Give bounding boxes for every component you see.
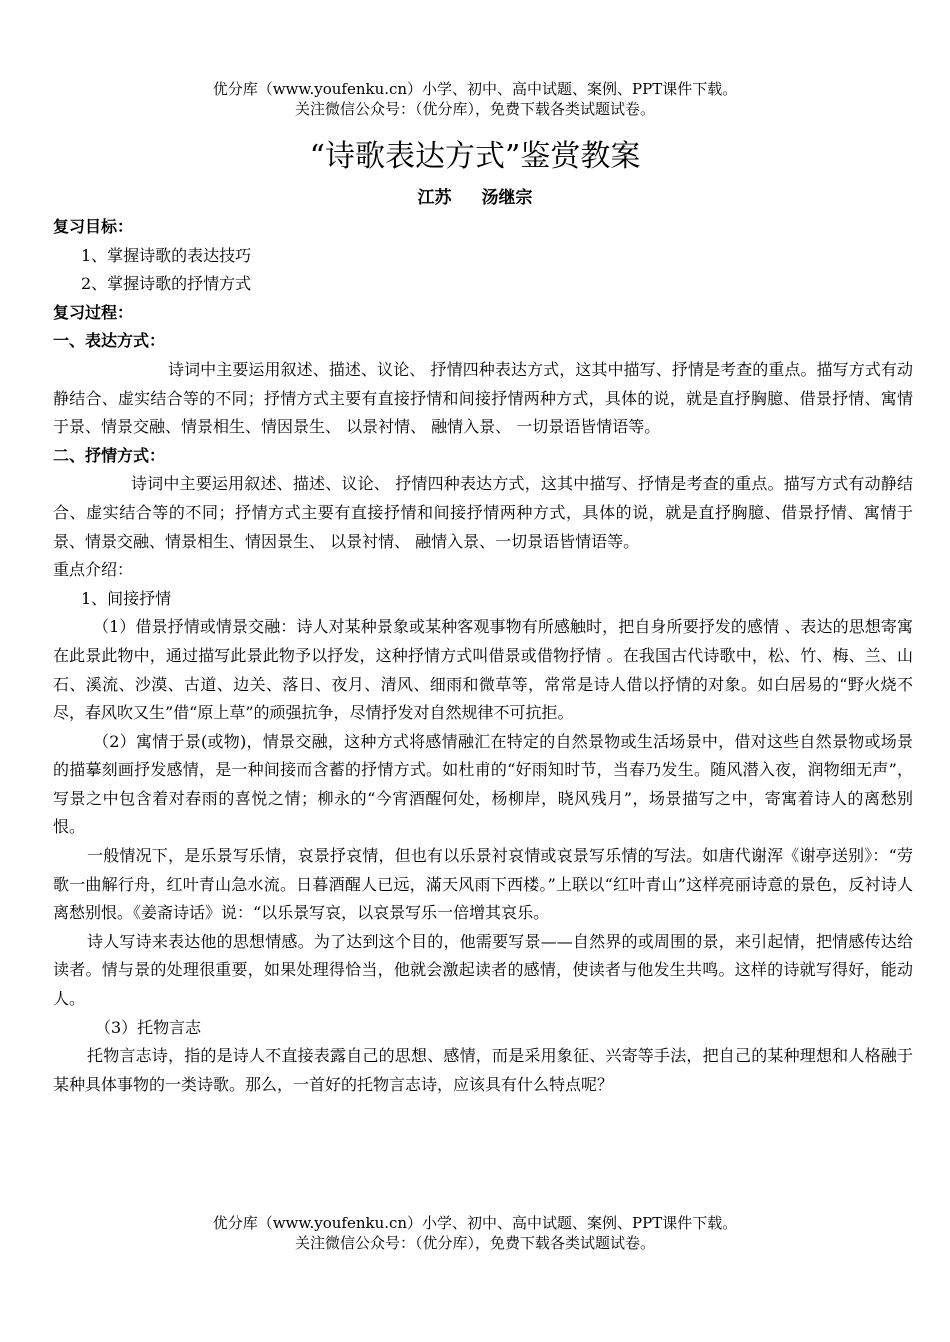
paragraph-2: （2）寓情于景(或物)，情景交融，这种方式将感情融汇在特定的自然景物或生活场景中，借对这些自然景物或场景的描摹刻画抒发感情，是一种间接而含蓄的抒情方式。如杜甫的“好雨知时节，当春乃发生。随风潜入夜，润物细无声”，写景之中包含着对春雨的喜悦之情；柳永的“今宵酒醒何处，杨柳岸，晓风残月”，场景描写之中，寄寓着诗人的离愁别恨。 [53,731,913,837]
section2-paragraph: 诗词中主要运用叙述、描述、议论、 抒情四种表达方式，这其中描写、抒情是考查的重点。描写方式有动静结合、虚实结合等的不同；抒情方式主要有直接抒情和间接抒情两种方式，具体的说，就是直抒胸臆、借景抒情、寓情于景、情景交融、情景相生、情因景生、 以景衬情、 融情入景、一切景语皆情语等。 [53,474,913,551]
header-line-2: 关注微信公众号：（优分库），免费下载各类试题试卷。 [294,100,655,118]
paragraph-5: 托物言志诗，指的是诗人不直接表露自己的思想、感情，而是采用象征、兴寄等手法，把自己的某种理想和人格融于某种具体事物的一类诗歌。那么，一首好的托物言志诗，应该具有什么特点呢？ [53,1046,913,1094]
subheading-indirect-lyricism: 1、间接抒情 [81,588,172,608]
document-body [53,213,913,1099]
goal-item-1: 1、掌握诗歌的表达技巧 [81,245,252,265]
process-heading: 复习过程： [53,302,134,322]
section2-heading: 二、抒情方式： [53,445,166,465]
footer-line-2: 关注微信公众号：（优分库），免费下载各类试题试卷。 [294,1234,655,1252]
section1-heading: 一、表达方式： [53,331,166,351]
key-points-label: 重点介绍： [53,560,134,580]
paragraph-1: （1）借景抒情或情景交融：诗人对某种景象或某种客观事物有所感触时，把自身所要抒发的感情 、表达的思想寄寓在此景此物中，通过描写此景此物予以抒发，这种抒情方式叫借景或借物抒情 。在我国古代诗歌中，松、竹、梅、兰、山石、溪流、沙漠、古道、边关、落日、夜月、清风、细雨和微草等，常常是诗人借以抒情的对象。如白居易的“野火烧不尽，春风吹又生”借“原上草”的顽强抗争，尽情抒发对自然规律不可抗拒。 [53,617,913,723]
section1-paragraph: 诗词中主要运用叙述、描述、议论、 抒情四种表达方式，这其中描写、抒情是考查的重点。描写方式有动静结合、虚实结合等的不同；抒情方式主要有直接抒情和间接抒情两种方式，具体的说，就是直抒胸臆、借景抒情、寓情于景、情景交融、情景相生、情因景生、 以景衬情、 融情入景、 一切景语皆情语等。 [53,359,913,437]
author-place: 江苏 [417,188,452,208]
author-name: 汤继宗 [481,188,533,208]
paragraph-3: 一般情况下，是乐景写乐情，哀景抒哀情，但也有以乐景衬哀情或哀景写乐情的写法。如唐代谢浑《谢亭送别》：“劳歌一曲解行舟，红叶青山急水流。日暮酒醒人已远，滿天风雨下西楼。”上联以“红叶青山”这样亮丽诗意的景色，反衬诗人离愁别恨。《姜斋诗话》说：“以乐景写哀，以哀景写乐一倍增其哀乐。 [53,846,913,923]
subheading-tuo-wu-yan-zhi: （3）托物言志 [95,1017,202,1037]
paragraph-4: 诗人写诗来表达他的思想情感。为了达到这个目的，他需要写景——自然界的或周围的景，来引起情，把情感传达给读者。情与景的处理很重要，如果处理得恰当，他就会激起读者的感情，使读者与他发生共鸣。这样的诗就写得好，能动人。 [53,931,913,1009]
footer-line-1: 优分库（www.youfenku.cn）小学、初中、高中试题、案例、PPT课件下载。 [212,1214,738,1232]
author-line [0,186,950,210]
goals-heading: 复习目标： [53,217,134,236]
header-line-1: 优分库（www.youfenku.cn）小学、初中、高中试题、案例、PPT课件下载。 [212,80,738,98]
goal-item-2: 2、掌握诗歌的抒情方式 [81,274,252,294]
document-title: “诗歌表达方式”鉴赏教案 [309,139,641,174]
